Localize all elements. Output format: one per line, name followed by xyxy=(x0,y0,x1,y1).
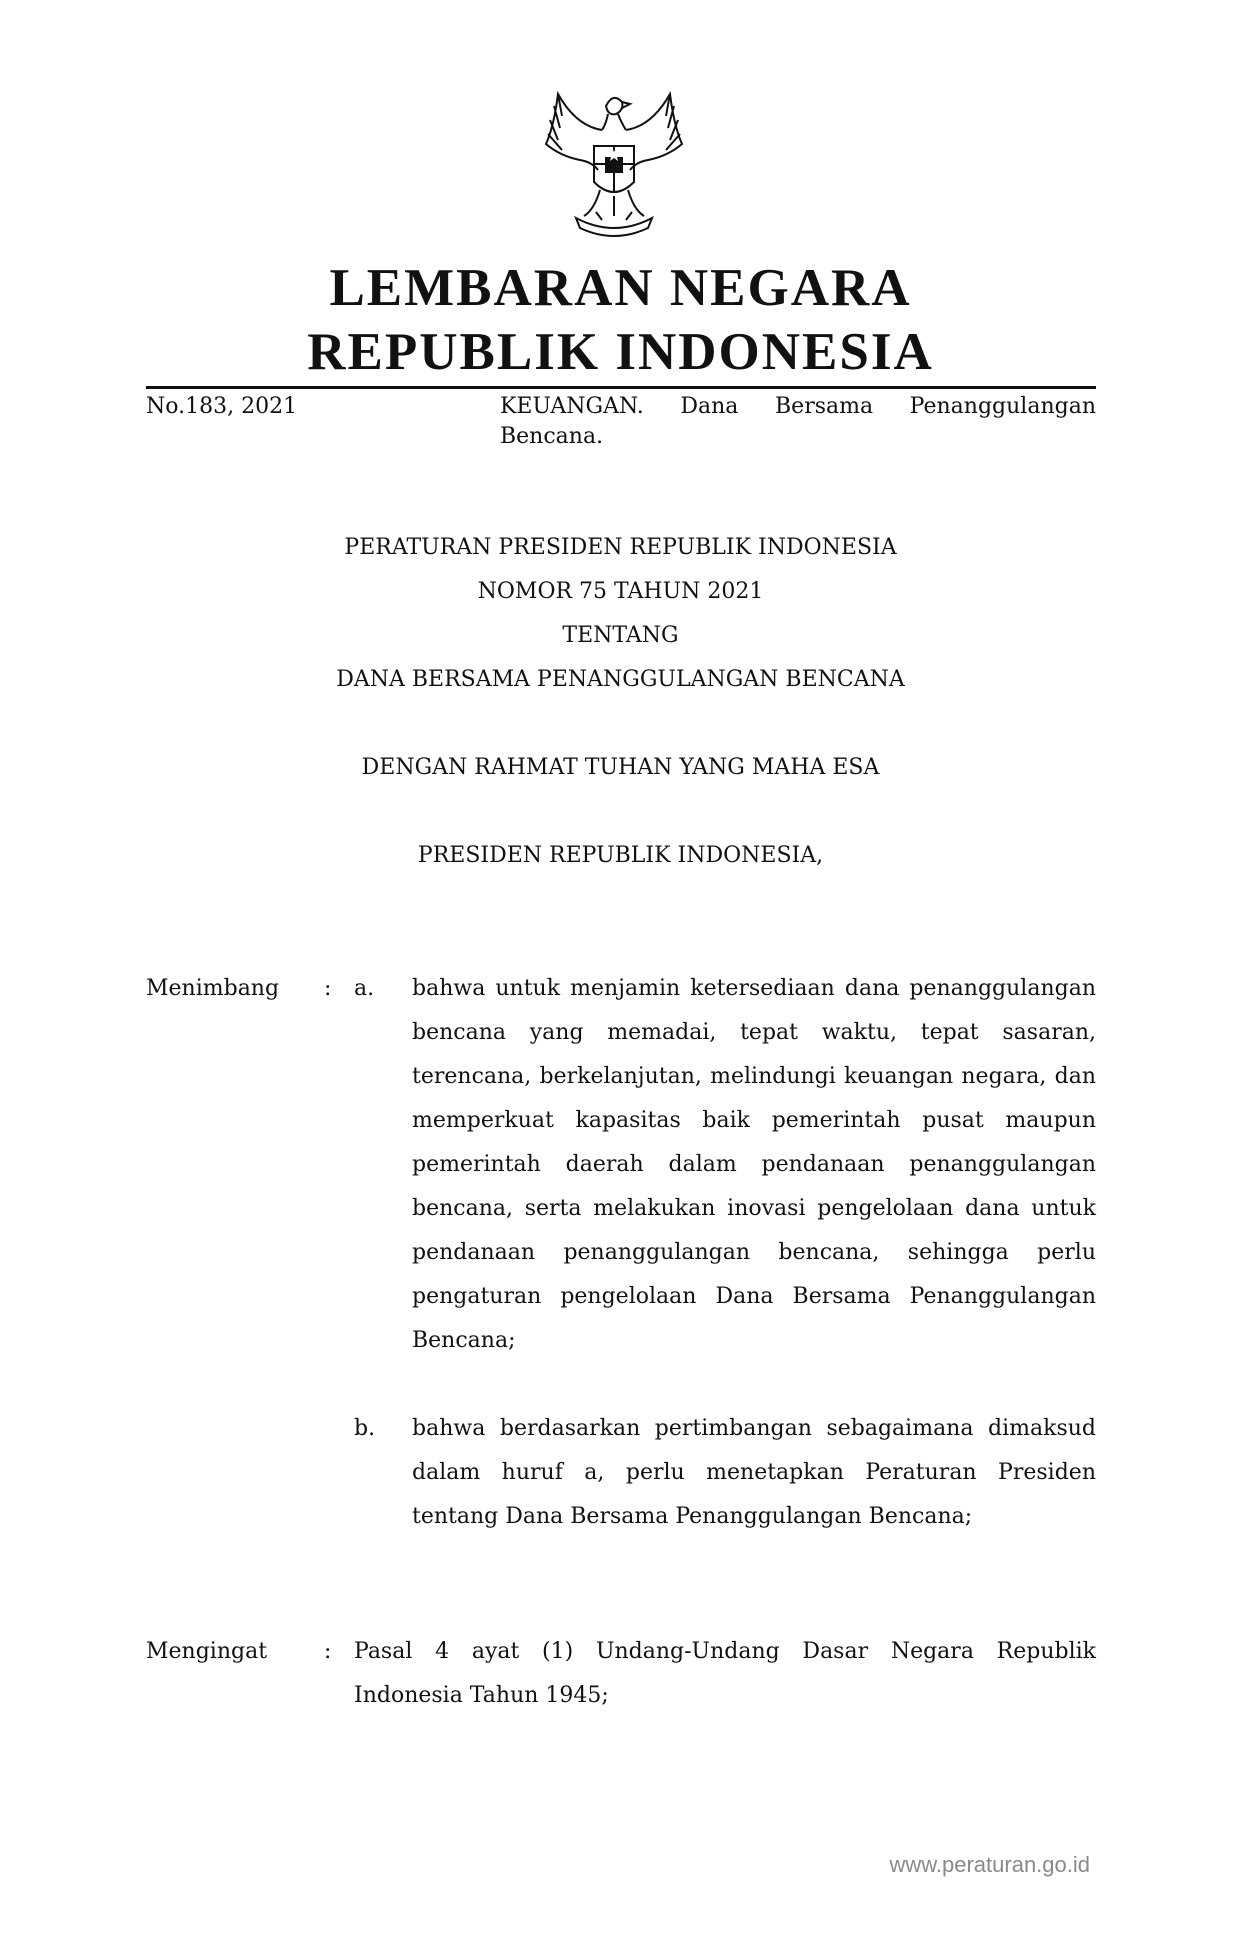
footer-url: www.peraturan.go.id xyxy=(889,1852,1090,1877)
blessing-line: DENGAN RAHMAT TUHAN YANG MAHA ESA xyxy=(361,755,880,780)
mengingat-colon: : xyxy=(324,1639,332,1664)
menimbang-item-a-text: bahwa untuk menjamin ketersediaan dana penanggulangan bencana yang memadai, tepat waktu, tepat sasaran, terencana, berkelanjutan, melindungi keuangan negara, dan memperkuat kapasitas baik pemerintah pusat maupun pemerintah daerah dalam pendanaan penanggulangan bencana, serta melakukan inovasi pengelolaan dana untuk pendanaan penanggulangan bencana, sehingga perlu pengaturan pengelolaan Dana Bersama Penanggulangan Bencana; xyxy=(412,976,1096,1353)
garuda-pancasila-emblem-icon xyxy=(536,86,690,242)
mengingat-text: Pasal 4 ayat (1) Undang-Undang Dasar Negara Republik Indonesia Tahun 1945; xyxy=(354,1639,1096,1708)
president-line: PRESIDEN REPUBLIK INDONESIA, xyxy=(417,843,824,868)
menimbang-colon: : xyxy=(324,976,332,1001)
menimbang-item-b-text: bahwa berdasarkan pertimbangan sebagaimana dimaksud dalam huruf a, perlu menetapkan Peraturan Presiden tentang Dana Bersama Penanggulangan Bencana; xyxy=(412,1416,1096,1529)
gazette-title-line2: REPUBLIK INDONESIA xyxy=(307,323,934,381)
header-divider xyxy=(146,386,1096,389)
regulation-number: NOMOR 75 TAHUN 2021 xyxy=(477,579,764,604)
gazette-title-line1: LEMBARAN NEGARA xyxy=(329,259,912,317)
menimbang-label: Menimbang xyxy=(146,976,280,1001)
mengingat-label: Mengingat xyxy=(146,1639,268,1664)
menimbang-item-b-marker: b. xyxy=(354,1416,376,1441)
menimbang-item-a-marker: a. xyxy=(354,976,375,1001)
regulation-title: PERATURAN PRESIDEN REPUBLIK INDONESIA xyxy=(344,535,897,560)
gazette-number: No.183, 2021 xyxy=(146,394,298,419)
regulation-subject: DANA BERSAMA PENANGGULANGAN BENCANA xyxy=(336,667,905,692)
regulation-about: TENTANG xyxy=(562,623,679,648)
gazette-category: KEUANGAN. Dana Bersama Penanggulangan Bencana. xyxy=(500,394,1096,449)
